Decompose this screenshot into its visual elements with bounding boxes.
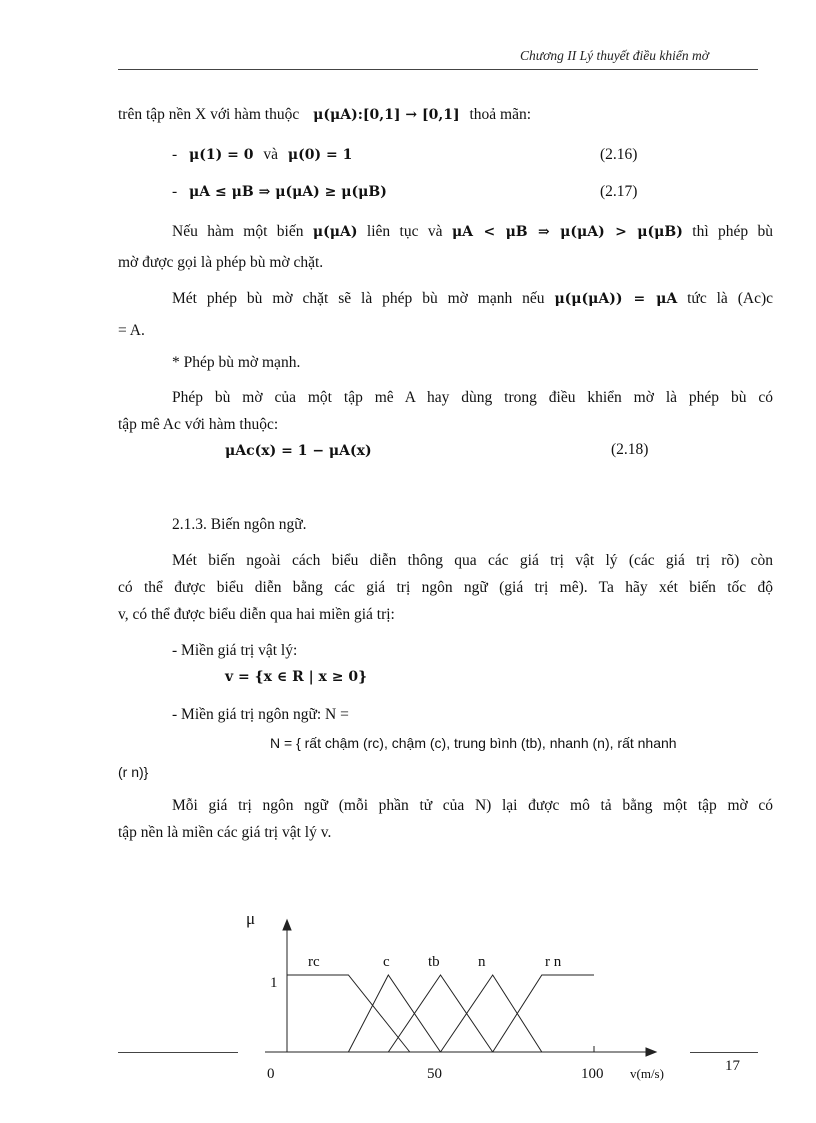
math-expression: μ(μA) xyxy=(312,224,358,240)
text: và xyxy=(263,146,279,163)
math-expression: μA ≤ μB ⇒ μ(μA) ≥ μ(μB) xyxy=(189,184,387,200)
paragraph-line: mờ được gọi là phép bù mờ chặt. xyxy=(118,254,324,271)
paragraph-line: = A. xyxy=(118,322,145,339)
section-heading: 2.1.3. Biến ngôn ngữ. xyxy=(172,516,307,533)
paragraph-line: Mỗi giá trị ngôn ngữ (mỗi phần tử của N) lại được mô tả bằng một tập mờ có xyxy=(172,797,773,814)
y-axis-label: μ xyxy=(246,909,256,928)
text: trên tập nền X với hàm thuộc xyxy=(118,106,300,123)
equation-number: (2.18) xyxy=(611,441,649,458)
math-expression: μ(μ(μA)) = μA xyxy=(554,291,678,307)
math-expression: μAc(x) = 1 − μA(x) xyxy=(225,443,372,459)
dash: - xyxy=(172,146,178,163)
text: Nếu hàm một biến xyxy=(172,223,304,240)
math-expression: μ(μA):[0,1] → [0,1] xyxy=(313,107,460,123)
set-label-rc: rc xyxy=(308,954,320,970)
equation-number: (2.16) xyxy=(600,146,638,163)
membership-curve-c xyxy=(348,975,440,1052)
paragraph-line: v, có thể được biểu diễn qua hai miền giá trị: xyxy=(118,606,395,623)
membership-curve-rn xyxy=(493,975,594,1052)
x-axis-label: v(m/s) xyxy=(630,1066,664,1081)
domain-linguistic: - Miền giá trị ngôn ngữ: N = xyxy=(172,706,349,723)
math-expression: μ(0) = 1 xyxy=(287,147,353,163)
paragraph-line: Phép bù mờ của một tập mê A hay dùng trong điều khiển mờ là phép bù có xyxy=(172,389,773,406)
text: Mét phép bù mờ chặt sẽ là phép bù mờ mạnh nếu xyxy=(172,290,545,307)
x-tick-label: 50 xyxy=(427,1066,442,1082)
domain-physical: - Miền giá trị vật lý: xyxy=(172,642,298,659)
text: tức là (Ac)c xyxy=(687,290,774,307)
set-label-c: c xyxy=(383,954,390,970)
paragraph-line: Mét biến ngoài cách biểu diễn thông qua các giá trị vật lý (các giá trị rõ) còn xyxy=(172,552,773,569)
membership-curve-n xyxy=(441,975,542,1052)
math-expression: μ(1) = 0 xyxy=(189,147,254,163)
text: thoả mãn: xyxy=(469,106,532,123)
math-expression: v = {x ∈ R | x ≥ 0} xyxy=(225,669,368,685)
paragraph-line: tập nền là miền các giá trị vật lý v. xyxy=(118,824,332,841)
set-label-tb: tb xyxy=(428,954,440,970)
set-label-rn: r n xyxy=(545,954,562,970)
equation-number: (2.17) xyxy=(600,183,638,200)
math-expression: μA < μB ⇒ μ(μA) > μ(μB) xyxy=(451,224,683,240)
membership-curve-rc xyxy=(287,975,410,1052)
x-tick-label: 100 xyxy=(581,1066,604,1082)
set-label-n: n xyxy=(478,954,486,970)
dash: - xyxy=(172,183,178,200)
text: liên tục và xyxy=(366,223,443,240)
text: thì phép bù xyxy=(692,223,774,240)
bullet-heading: * Phép bù mờ mạnh. xyxy=(172,354,301,371)
linguistic-set: N = { rất chậm (rc), chậm (c), trung bình (tb), nhanh (n), rất nhanh xyxy=(270,735,677,751)
linguistic-set-cont: (r n)} xyxy=(118,764,149,780)
y-tick-label: 1 xyxy=(270,975,278,991)
page-number: 17 xyxy=(725,1058,740,1074)
y-axis-arrow xyxy=(283,920,291,930)
paragraph-line: có thể được biểu diễn bằng các giá trị ngôn ngữ (giá trị mê). Ta hãy xét biến tốc độ xyxy=(118,579,773,596)
membership-curve-tb xyxy=(388,975,492,1052)
x-axis-arrow xyxy=(646,1048,656,1056)
footer-rule-left xyxy=(118,1052,238,1053)
x-tick-label: 0 xyxy=(267,1066,275,1082)
running-header: Chương II Lý thuyết điều khiển mờ xyxy=(520,48,709,63)
paragraph-line: tập mê Ac với hàm thuộc: xyxy=(118,416,279,433)
footer-rule-right xyxy=(690,1052,758,1053)
